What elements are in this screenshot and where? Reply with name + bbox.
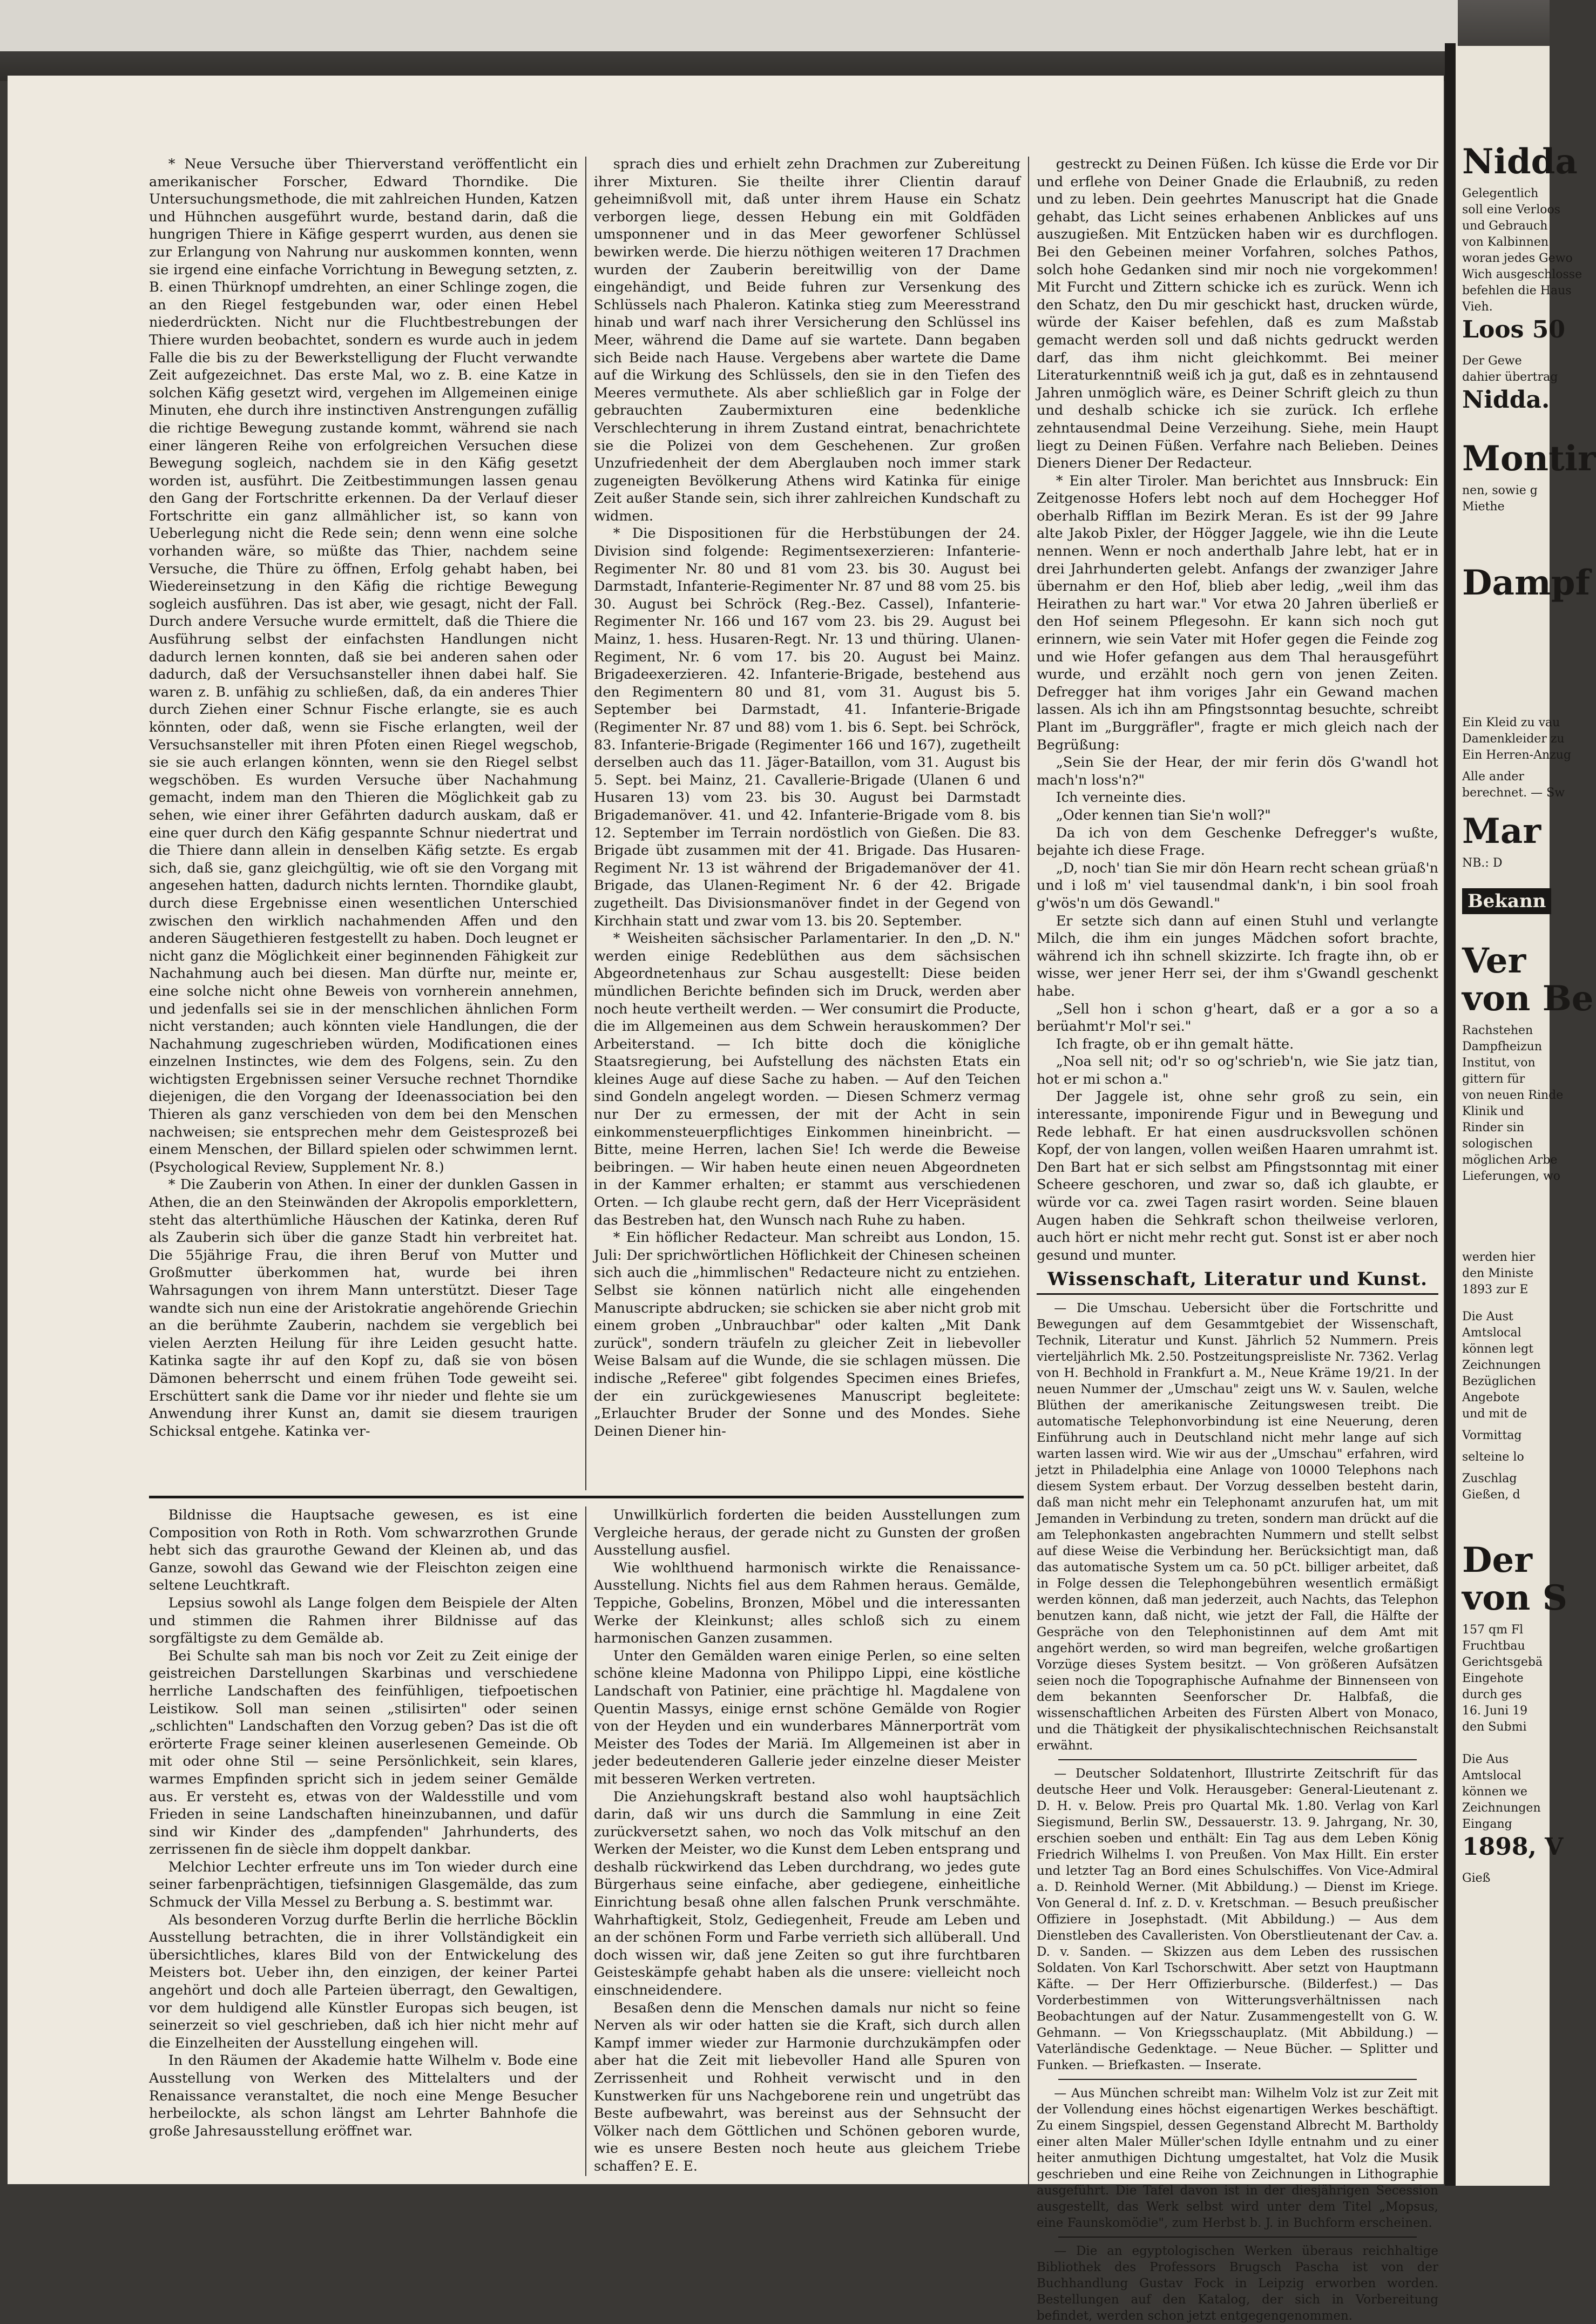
ad-line: und Gebrauch bbox=[1462, 219, 1548, 233]
page-gutter bbox=[1445, 43, 1456, 2186]
separator bbox=[1058, 1759, 1417, 1760]
ad-line: Alle ander bbox=[1462, 770, 1524, 783]
ad-line: Gieß bbox=[1462, 1872, 1491, 1885]
ad-heading: Ver bbox=[1462, 941, 1526, 981]
scan-background-top bbox=[0, 0, 1550, 81]
ad-line: von Kalbinnen bbox=[1462, 235, 1549, 249]
dialogue-line: Da ich von dem Geschenke Defregger's wußte, bejahte ich diese Frage. bbox=[1037, 825, 1438, 859]
paragraph: Unter den Gemälden waren einige Perlen, so eine selten schöne kleine Madonna von Philippo Lippi, eine köstliche Landschaft von Patinier, eine prächtige hl. Magdalene von Quentin Massys, einige ernst schöne Gemälde von Rogier von der Heyden und ein wunderbares Männerporträt vom Meister des Todes der Mariä. Im Allgemeinen ist aber in jeder bedeutenderen Gallerie jeder einzelne dieser Meister mit besseren Werken vertreten. bbox=[594, 1647, 1020, 1787]
paragraph: Die Anziehungskraft bestand also wohl hauptsächlich darin, daß wir uns durch die Sammlung in eine Zeit zurückversetzt sahen, wo noch das Volk mitschuf an den Werken der Meister, wo die Kunst dem Leben entsprang und deshalb rückwirkend das Leben durchdrang, wo jedes gute Bürgerhaus seine einfache, aber gediegene, einheitliche Einrichtung besaß ohne allen falschen Prunk verschmähte. Wahrhaftigkeit, Stolz, Gediegenheit, Freude am Leben und an der schönen Form und Farbe verrieth sich allüberall. Und doch wissen wir, daß jene Zeiten so gut ihre furchtbaren Geisteskämpfe gehabt haben als die unsere: vielleicht noch einschneidendere. bbox=[594, 1788, 1020, 1999]
ad-line: Loos 50 bbox=[1462, 316, 1565, 343]
ad-line: Wich ausgeschlosse bbox=[1462, 268, 1583, 281]
ad-line: dahier übertrag bbox=[1462, 370, 1558, 384]
ad-line: werden hier bbox=[1462, 1251, 1536, 1264]
ad-line: Angebote bbox=[1462, 1391, 1520, 1404]
paragraph: Wie wohlthuend harmonisch wirkte die Renaissance-Ausstellung. Nichts fiel aus dem Rahmen heraus. Gemälde, Teppiche, Gobelins, Bronzen, Möbel und die interessanten Werke der Kleinkunst; alles schloß sich zu einem harmonischen Ganzen zusammen. bbox=[594, 1559, 1020, 1647]
ad-line: Vormittag bbox=[1462, 1429, 1522, 1442]
ad-line: Gießen, d bbox=[1462, 1488, 1520, 1502]
ad-heading: Montir bbox=[1462, 438, 1596, 479]
dialogue-line: „Sell hon i schon g'heart, daß er a gor a so a berüahmt'r Mol'r sei." bbox=[1037, 1001, 1438, 1035]
feuilleton-column-2 bbox=[594, 1506, 1020, 2176]
article-redacteur: * Ein höflicher Redacteur. Man schreibt aus London, 15. Juli: Der sprichwörtlichen Höflichkeit der Chinesen scheinen sich auch die „himmlischen" Redacteure nicht zu entziehen. Selbst sie können natürlich nicht alle eingehenden Manuscripte abdrucken; sie schicken sie aber nicht grob mit einem groben „Unbrauchbar" oder kalten „Mit Dank zurück", sondern träufeln zu gleicher Zeit in liebevoller Weise Balsam auf die Wunde, die sie schlagen müssen. Die indische „Referee" gibt folgendes Specimen eines Briefes, der ein zurückgewiesenes Manuscript begleitete: „Erlauchter Bruder der Sonne und des Mondes. Siehe Deinen Diener hin- bbox=[594, 1229, 1020, 1440]
article-zauberin-cont: sprach dies und erhielt zehn Drachmen zur Zubereitung ihrer Mixturen. Sie theilte ihrer Clientin darauf geheimnißvoll mit, daß unter ihrem Hause ein Schatz verborgen liege, dessen Hebung ein mit Goldfäden umsponnener und in das Meer geworfener Schlüssel bewirken werde. Die hierzu nöthigen weiteren 17 Drachmen wurden der Zauberin bereitwillig von der Dame eingehändigt, und Beide fuhren zur Versenkung des Schlüssels nach Phaleron. Katinka stieg zum Meeresstrand hinab und warf nach ihrer Versicherung den Schlüssel ins Meer, während die Dame auf sie wartete. Dann begaben sich Beide nach Hause. Vergebens aber wartete die Dame auf die Wirkung des Schlüssels, den sie in den Tiefen des Meeres vermuthete. Als aber schließlich gar in Folge der gebrauchten Zaubermixturen eine bedenkliche Verschlechterung in ihrem Zustand eintrat, benachrichtete sie die Polizei von dem Geschehenen. Zur großen Unzufriedenheit der dem Aberglauben noch immer stark zugeneigten Bevölkerung Athens wird Katinka für einige Zeit außer Stande sein, sich ihrer zahlreichen Kundschaft zu widmen. bbox=[594, 156, 1020, 524]
dialogue-line: Ich fragte, ob er ihn gemalt hätte. bbox=[1056, 1036, 1294, 1052]
ad-line: Ein Kleid zu vau bbox=[1462, 716, 1560, 729]
feuilleton-rule bbox=[149, 1496, 1024, 1498]
dialogue-line: „D, noch' tian Sie mir dön Hearn recht schean grüaß'n und i loß m' viel tausendmal dank'n, i bin sool froah g'wös'n um dös Gewandl." bbox=[1037, 860, 1438, 911]
ad-line: gittern für bbox=[1462, 1072, 1525, 1086]
paragraph: Bildnisse die Hauptsache gewesen, es ist eine Composition von Roth in Roth. Vom schwarzrothen Grunde hebt sich das graurothe Gewand der Kleinen ab, und das Ganze, sowohl das Gewand wie der Fleischton zeigen eine seltene Leuchtkraft. bbox=[149, 1507, 578, 1594]
paragraph: Unwillkürlich forderten die beiden Ausstellungen zum Vergleiche heraus, der gerade nicht zu Gunsten der großen Ausstellung ausfiel. bbox=[594, 1507, 1020, 1559]
bekanntmachung-banner: Bekann bbox=[1462, 888, 1551, 914]
ad-heading: von S bbox=[1462, 1578, 1567, 1618]
ad-line: Gelegentlich bbox=[1462, 187, 1539, 200]
feuilleton-column-1 bbox=[149, 1506, 578, 2140]
ad-line: Dampfheizun bbox=[1462, 1040, 1542, 1053]
paragraph: Als besonderen Vorzug durfte Berlin die herrliche Böcklin Ausstellung betrachten, die in ihrer Vollständigkeit ein übersichtliches, klares Bild von der Entwickelung des Meisters bot. Ueber ihn, den einzigen, der keiner Partei angehört und doch alle Parteien überragt, den Gewaltigen, vor dem huldigend alle Künstler Europas sich beugen, ist seinerzeit so viel geschrieben, daß ich hier nicht mehr auf die Einzelheiten der Ausstellung eingehen will. bbox=[149, 1911, 578, 2051]
article-thierverstand: * Neue Versuche über Thierverstand veröffentlicht ein amerikanischer Forscher, Edward Thorndike. Die Untersuchungsmethode, die mit zahlreichen Hunden, Katzen und Hühnchen ausgeführt wurde, bestand darin, daß die hungrigen Thiere in Käfige gesperrt wurden, aus denen sie zur Erlangung von Nahrung nur auskommen konnten, wenn sie irgend eine einfache Vorrichtung in Bewegung setzten, z. B. einen Thürknopf umdrehten, an einer Schlinge zogen, die an den Riegel festgebunden war, oder einen Hebel niederdrückten. Nicht nur die Fluchtbestrebungen der Thiere wurden beobachtet, sondern es wurde auch in jedem Falle die bis zu der Bewerkstelligung der Flucht verwandte Zeit aufgezeichnet. Das erste Mal, wo z. B. eine Katze in solchen Käfig gesetzt wird, vergehen im Allgemeinen einige Minuten, ehe durch ihre instinctiven Anstrengungen zufällig die richtige Bewegung zustande kommt, während sie nach einer längeren Reihe von erfolgreichen Versuchen diese Bewegung sogleich, nachdem sie in den Käfig gesetzt worden ist, ausführt. Die Zeitbestimmungen lassen genau den Gang der Fortschritte erkennen. Da der Verlauf dieser Fortschritte ein ganz allmählicher ist, so kann von Ueberlegung nicht die Rede sein; denn wenn eine solche vorhanden wäre, so müßte das Thier, nachdem seine Versuche, die Thüre zu öffnen, Erfolg gehabt haben, bei Wiedereinsetzung in den Käfig die richtige Bewegung sogleich ausführen. Das ist aber, wie gesagt, nicht der Fall. Durch andere Versuche wurde ermittelt, daß die Thiere die Ausführung selbst der einfachsten Handlungen nicht dadurch lernen konnten, daß sie bei anderen sahen oder dadurch, daß der Versuchsansteller ihnen dabei half. Sie waren z. B. unfähig zu schließen, daß, da ein anderes Thier durch Ziehen einer Schnur Fische erlangte, sie es auch könnten, oder daß, wenn sie Fische erlangten, weil der Versuchsansteller mit ihren Pfoten einen Riegel wegschob, sie sie auch erlangen könnten, wenn sie den Riegel selbst wegschöben. Es wurden Versuche über Nachahmung gemacht, indem man den Thieren die Möglichkeit gab zu sehen, wie einer ihrer Gefährten dadurch auskam, daß er eine quer durch den Käfig gespannte Schnur niedertrat und die Thiere dann allein in denselben Käfig setzte. Es ergab sich, daß sie, ganz gleichgültig, wie oft sie den Vorgang mit angesehen hatten, dadurch nichts lernten. Thorndike glaubt, durch diese Ergebnisse einen wesentlichen Unterschied zwischen den wirklich nachahmenden Affen und den anderen Säugethieren festgestellt zu haben. Doch leugnet er nicht ganz die Möglichkeit einer beginnenden Fähigkeit zur Nachahmung auch bei diesen. Man dürfte nur, meinte er, eine solche nicht ohne Beweis von vornherein annehmen, und jedenfalls sei sie in der menschlichen ähnlichen Form nicht verstanden; auch könnten viele Handlungen, die der Nachahmung zugeschrieben würden, Modificationen eines einzelnen Instinctes, wie dem des Folgens, sein. Zu den wichtigsten Ergebnissen seiner Versuche rechnet Thorndike diejenigen, die den Vorgang der Ideenassociation bei den Thieren als ganz verschieden von dem bei den Menschen nachweisen; sie entsprechen mehr dem Geistesprozeß bei einem Menschen, der Billard spielen oder schwimmen lernt. (Psychological Review, Supplement Nr. 8.) bbox=[149, 156, 578, 1175]
ad-line: 1898, V bbox=[1462, 1833, 1564, 1861]
dialogue-line: Ich verneinte dies. bbox=[1056, 789, 1186, 806]
dialogue-line: Er setzte sich dann auf einen Stuhl und verlangte Milch, die ihm ein junges Mädchen sofort brachte, während ich ihn schnell skizzirte. Ich fragte ihn, ob er wisse, wer jener Herr sei, der ihm s'Gwandl geschenkt habe. bbox=[1037, 913, 1438, 999]
ad-line: 1893 zur E bbox=[1462, 1283, 1529, 1296]
ad-line: berechnet. — Sw bbox=[1462, 786, 1565, 800]
ad-heading: Der bbox=[1462, 1540, 1532, 1580]
ad-line: 16. Juni 19 bbox=[1462, 1704, 1528, 1718]
ad-line: von neuen Rinde bbox=[1462, 1089, 1564, 1102]
column-3 bbox=[1037, 156, 1438, 2324]
ad-line: woran jedes Gewo bbox=[1462, 252, 1573, 265]
ad-line: Amtslocal bbox=[1462, 1769, 1521, 1782]
ad-line: 157 qm Fl bbox=[1462, 1623, 1524, 1637]
notice-soldatenhort: — Deutscher Soldatenhort, Illustrirte Zeitschrift für das deutsche Heer und Volk. Herausgeber: General-Lieutenant z. D. H. v. Below. Preis pro Quartal Mk. 1.80. Verlag von Karl Siegismund, Berlin SW., Dessauerstr. 13. 9. Jahrgang, Nr. 30, erschien soeben und enthält: Ein Tag aus dem Leben König Friedrich Wilhelms I. von Preußen. Von Max Hillt. Ein erster und letzter Tag an Bord eines Schulschiffes. Von Vice-Admiral a. D. Reinhold Werner. (Mit Abbildung.) — Dienst im Kriege. Von General d. Inf. z. D. v. Kretschman. — Besuch preußischer Offiziere in Josephstadt. (Mit Abbildung.) — Aus dem Dienstleben des Cavalleristen. Von Oberstlieutenant der Cav. a. D. v. Sanden. — Skizzen aus dem Leben des russischen Soldaten. Von Karl Tschorschwitt. Aber setzt von Hauptmann Käfte. — Der Herr Offizierbursche. (Bilderfest.) — Das Vorderbestimmen von Witterungsverhältnissen nach Beobachtungen auf der Natur. Zusammengestellt von G. W. Gehmann. — Von Kriegsschauplatz. (Mit Abbildung.) — Vaterländische Gedenktage. — Neue Bücher. — Splitter und Funken. — Briefkasten. — Inserate. bbox=[1037, 1767, 1438, 2073]
separator bbox=[1058, 2237, 1417, 2238]
adjacent-page-fragment bbox=[1456, 46, 1596, 2186]
dialogue-line: „Sein Sie der Hear, der mir ferin dös G'wandl hot mach'n loss'n?" bbox=[1037, 754, 1438, 788]
ad-line: Miethe bbox=[1462, 500, 1505, 514]
ad-line: sologischen bbox=[1462, 1137, 1533, 1151]
article-redacteur-cont: gestreckt zu Deinen Füßen. Ich küsse die Erde vor Dir und erflehe von Deiner Gnade die Erlaubniß, zu reden und zu leben. Dein geehrtes Manuscript hat die Gnade gehabt, das Licht seines erhabenen Anblickes auf uns auszugießen. Mit Entzücken haben wir es durchflogen. Bei den Gebeinen meiner Vorfahren, solches Pathos, solch hohe Gedanken sind mir noch nie vorgekommen! Mit Furcht und Zittern schicke ich es zurück. Wenn ich den Schatz, den Du mir geschickt hast, drucken würde, würde der Kaiser befehlen, daß es zum Maßstab gemacht werden soll und daß nichts gedruckt werden darf, das ihm nicht gleichkommt. Bei meiner Literaturkenntniß weiß ich ja gut, daß es in zehntausend Jahren unmöglich wäre, es Deiner Schrift gleich zu thun und deshalb schicke ich sie zurück. Ich erflehe zehntausendmal Deine Verzeihung. Siehe, mein Haupt liegt zu Deinen Füßen. Verfahre nach Belieben. Deines Dieners Diener Der Redacteur. bbox=[1037, 156, 1438, 472]
ad-line: Zeichnungen bbox=[1462, 1801, 1541, 1815]
ad-line: Lieferungen, wo bbox=[1462, 1170, 1561, 1183]
ad-line: Nidda. bbox=[1462, 386, 1550, 414]
column-divider-2 bbox=[1028, 157, 1029, 2187]
notice-umschau: — Die Umschau. Uebersicht über die Fortschritte und Bewegungen auf dem Gesammtgebiet der Wissenschaft, Technik, Literatur und Kunst. Jährlich 52 Nummern. Preis vierteljährlich Mk. 2.50. Postzeitungspreisliste Nr. 7362. Verlag von H. Bechhold in Frankfurt a. M., Neue Kräme 19/21. In der neuen Nummer der „Umschau" zeigt uns W. v. Saulen, welche Blüthen der amerikanische Zeitungswesen treibt. Die automatische Telephonvorbindung ist eine Neuerung, deren Einführung auch in Deutschland nicht mehr lange auf sich warten lassen wird. Wie wir aus der „Umschau" erfahren, wird jetzt in Philadelphia eine Anlage von 10000 Telephons nach diesem System erbaut. Der Vorzug desselben besteht darin, daß man nicht mehr ein Telephonamt anzurufen hat, um mit Jemanden in Verbindung zu treten, sondern man drückt auf die am Telephonkasten angebrachten Nummern und stellt selbst auf diese Weise die Verbindung her. Berücksichtigt man, daß das automatische System um ca. 50 pCt. billiger arbeitet, daß in Folge dessen die Telephongebühren wesentlich ermäßigt werden können, daß man jederzeit, auch Nachts, das Telephon benutzen kann, daß nicht, wie jetzt der Fall, die Hälfte der Gespräche von den Telephonistinnen auf dem Amt mit angehört werden, so wird man begreifen, welche großartigen Vorzüge dieses System besitzt. — Von größeren Aufsätzen seien noch die Topographische Aufnahme der Binnenseen von dem bekannten Seenforscher Dr. Halbfaß, die wissenschaftlichen Arbeiten des Fürsten Albert von Monaco, und die Thätigkeit der physikalischtechnischen Reichsanstalt erwähnt. bbox=[1037, 1301, 1438, 1753]
dialogue-line: „Noa sell nit; od'r so og'schrieb'n, wie Sie jatz tian, hot er mi schon a." bbox=[1037, 1053, 1438, 1087]
ad-line: Rachstehen bbox=[1462, 1024, 1533, 1037]
ad-line: durch ges bbox=[1462, 1688, 1522, 1701]
ad-line: NB.: D bbox=[1462, 856, 1503, 870]
ad-line: den Submi bbox=[1462, 1720, 1527, 1734]
ad-line: selteine lo bbox=[1462, 1450, 1524, 1464]
paragraph: Bei Schulte sah man bis noch vor Zeit zu Zeit einige der geistreichen Darstellungen Skarbinas und verschiedene herrliche Landschaften des feinfühligen, tiefpoetischen Leistikow. Soll man seinen „stilisirten" oder seinen „schlichten" Landschaften den Vorzug geben? Das ist die oft erörterte Frage seiner kleinen auserlesenen Gemeinde. Ob mit oder ohne Stil — seine Persönlichkeit, sein klares, warmes Empfinden spricht sich in jedem seiner Gemälde aus. Er versteht es, etwas von der Waldesstille und vom Frieden in seine Landschaften hineinzubannen, und dafür sind wir Kinder des „dampfenden" Jahrhunderts, des zerrissenen fin de siècle ihm doppelt dankbar. bbox=[149, 1647, 578, 1858]
notice-bibliothek: — Die an egyptologischen Werken überaus reichhaltige Bibliothek des Professors Brugsch Pascha ist von der Buchhandlung Gustav Fock in Leipzig erworben worden. Bestellungen auf den Katalog, der sich in Vorbereitung befindet, werden schon jetzt entgegengenommen. bbox=[1037, 2244, 1438, 2323]
ad-line: Damenkleider zu bbox=[1462, 732, 1565, 746]
ad-line: können legt bbox=[1462, 1342, 1534, 1356]
separator bbox=[1058, 2079, 1417, 2080]
ad-line: Zuschlag bbox=[1462, 1472, 1517, 1485]
article-tiroler-end: Der Jaggele ist, ohne sehr groß zu sein, ein interessante, imponirende Figur und in Bewegung und Rede lebhaft. Er hat einen ausdrucksvollen schönen Kopf, der von langen, vollen weißen Haaren umrahmt ist. Den Bart hat er sich selbst am Pfingstsonntag mit einer Scheere geschoren, und zwar so, daß ich glaubte, er würde vor ca. zwei Tagen rasirt worden. Seine blauen Augen haben die Sehkraft schon theilweise verloren, auch hört er nicht mehr recht gut. Sonst ist er aber noch gesund und munter. bbox=[1037, 1089, 1438, 1264]
article-herbstuebungen: * Die Dispositionen für die Herbstübungen der 24. Division sind folgende: Regimentsexerzieren: Infanterie-Regimenter Nr. 80 und 81 vom 23. bis 30. August bei Darmstadt, Infanterie-Regimenter Nr. 87 und 88 vom 25. bis 30. August bei Schröck (Reg.-Bez. Cassel), Infanterie-Regimenter Nr. 166 und 167 vom 23. bis 29. August bei Mainz, 1. hess. Husaren-Regt. Nr. 13 und thüring. Ulanen-Regiment, Nr. 6 vom 17. bis 20. August bei Mainz. Brigadeexerzieren. 42. Infanterie-Brigade, bestehend aus den Regimentern 80 und 81, vom 31. August bis 5. September bei Darmstadt, 41. Infanterie-Brigade (Regimenter Nr. 87 und 88) vom 1. bis 6. Sept. bei Schröck, 83. Infanterie-Brigade (Regimenter 166 und 167), zugetheilt derselben auch das 11. Jäger-Bataillon, vom 31. August bis 5. Sept. bei Mainz, 21. Cavallerie-Brigade (Ulanen 6 und Husaren 13) vom 23. bis 30. August bei Darmstadt Brigademanöver. 41. und 42. Infanterie-Brigade vom 8. bis 12. September im Terrain nordöstlich von Gießen. Die 83. Brigade übt zusammen mit der 41. Brigade. Das Husaren-Regiment Nr. 13 ist während der Brigademanöver der 41. Brigade, das Ulanen-Regiment Nr. 6 der 42. Brigade zugetheilt. Das Divisionsmanöver findet in der Gegend von Kirchhain statt und zwar vom 13. bis 20. September. bbox=[594, 525, 1020, 929]
article-parlamentarier: * Weisheiten sächsischer Parlamentarier. In den „D. N." werden einige Redeblüthen aus dem sächsischen Abgeordnetenhaus zur Schau ausgestellt: Diese beiden mündlichen Berichte befinden sich im Druck, werden aber noch heute vertheilt werden. — Wer consumirt die Producte, die im Allgemeinen aus dem Schwein herauskommen? Der Arbeiterstand. — Ich bitte doch die königliche Staatsregierung, bei Aufstellung des nächsten Etats ein kleines Auge auf diese Sache zu haben. — Auf den Teichen sind Gondeln angelegt worden. — Diesen Schmerz vermag nur Der zu ermessen, der mit der Acht in sein einkommensteuerpflichtiges Einkommen hineinbricht. — Bitte, meine Herren, lachen Sie! Ich werde die Beweise beibringen. — Wir haben heute einen neuen Abgeordneten in der Kammer erhalten; er stammt aus verschiedenen Orten. — Ich glaube recht gern, daß der Herr Vicepräsident das Bestreben hat, den Wunsch nach Ruhe zu haben. bbox=[594, 930, 1020, 1228]
ad-line: befehlen die Haus bbox=[1462, 284, 1572, 298]
paragraph: In den Räumen der Akademie hatte Wilhelm v. Bode eine Ausstellung von Werken des Mittelalters und der Renaissance veranstaltet, die noch eine Menge Besucher herbeilockte, als schon längst am Lehrter Bahnhofe die große Jahresausstellung eröffnet war. bbox=[149, 2052, 578, 2139]
ad-line: und mit de bbox=[1462, 1407, 1527, 1421]
ad-line: Die Aust bbox=[1462, 1310, 1513, 1323]
ad-line: nen, sowie g bbox=[1462, 484, 1538, 497]
ad-line: soll eine Verloos bbox=[1462, 203, 1561, 217]
ad-line: möglichen Arbe bbox=[1462, 1153, 1558, 1167]
ad-line: Amtslocal bbox=[1462, 1326, 1521, 1340]
ad-line: Klinik und bbox=[1462, 1105, 1524, 1118]
ad-line: können we bbox=[1462, 1785, 1527, 1799]
ad-line: Vieh. bbox=[1462, 300, 1493, 314]
newspaper-page bbox=[8, 76, 1444, 2323]
ad-line: Eingehote bbox=[1462, 1672, 1524, 1685]
ad-line: Fruchtbau bbox=[1462, 1639, 1525, 1653]
ad-heading: Dampf bbox=[1462, 563, 1590, 603]
ad-line: den Ministe bbox=[1462, 1267, 1534, 1280]
ad-line: Bezüglichen bbox=[1462, 1375, 1536, 1388]
ad-line: Zeichnungen bbox=[1462, 1359, 1541, 1372]
underlying-sheet bbox=[0, 0, 1458, 51]
notice-muenchen: — Aus München schreibt man: Wilhelm Volz ist zur Zeit mit der Vollendung eines höchst eigenartigen Werkes beschäftigt. Zu einem Singspiel, dessen Gegenstand Albrecht M. Bartholdy einer alten Maler Müller'schen Idylle entnahm und zu einer heiter anmuthigen Dichtung umgestaltet, hat Volz die Musik geschrieben und eine Reihe von Zeichnungen in Lithographie ausgeführt. Die Tafel davon ist in der diesjährigen Secession ausgestellt, das Werk selbst wird unter dem Titel „Mopsus, eine Faunskomödie", zum Herbst b. J. in Buchform erscheinen. bbox=[1037, 2086, 1438, 2231]
ad-heading: Nidda bbox=[1462, 141, 1578, 182]
dialogue-line: „Oder kennen tian Sie'n woll?" bbox=[1056, 807, 1271, 823]
column-2 bbox=[594, 156, 1020, 1440]
ad-heading: von Be bbox=[1462, 978, 1594, 1019]
article-zauberin: * Die Zauberin von Athen. In einer der dunklen Gassen in Athen, die an den Steinwänden der Akropolis emporklettern, steht das alterthümliche Häuschen der Katinka, deren Ruf als Zauberin sich über die ganze Stadt hin verbreitet hat. Die 55jährige Frau, die ihren Beruf von Mutter und Großmutter überkommen hat, wurde bei ihren Wahrsagungen von ihrem Mann unterstützt. Dieser Tage wandte sich nun eine der Aristokratie angehörende Griechin an die berühmte Zauberin, nachdem sie vergeblich bei vielen Aerzten Heilung für ihre Leiden gesucht hatte. Katinka sagte ihr auf den Kopf zu, daß sie von bösen Dämonen beherrscht und einem frühen Tode geweiht sei. Erschüttert sank die Dame vor ihr nieder und flehte sie um Anwendung ihrer Kunst an, damit sie diesem traurigen Schicksal entgehe. Katinka ver- bbox=[149, 1177, 578, 1440]
ad-heading: Mar bbox=[1462, 811, 1541, 852]
paragraph: Melchior Lechter erfreute uns im Ton wieder durch eine seiner farbenprächtigen, tiefsinnigen Glasgemälde, das zum Schmuck der Villa Messel zu Berbung a. S. bestimmt war. bbox=[149, 1859, 578, 1911]
column-divider-1 bbox=[585, 157, 586, 1490]
column-1 bbox=[149, 156, 578, 1440]
paragraph: Lepsius sowohl als Lange folgen dem Beispiele der Alten und stimmen die Rahmen ihrer Bildnisse auf das sorgfältigste zu dem Gemälde ab. bbox=[149, 1595, 578, 1647]
column-divider-3 bbox=[585, 1506, 586, 2176]
article-tiroler: * Ein alter Tiroler. Man berichtet aus Innsbruck: Ein Zeitgenosse Hofers lebt noch auf dem Hochegger Hof oberhalb Rifflan im Bezirk Meran. Es ist der 99 Jahre alte Jakob Pixler, der Högger Jaggele, wie ihn die Leute nennen. Wenn er noch anderthalb Jahre lebt, hat er in drei Jahrhunderten gelebt. Anfangs der zwanziger Jahre übernahm er den Hof, blieb aber ledig, „weil ihm das Heirathen zu hart war." Vor etwa 20 Jahren überließ er den Hof seinem Pflegesohn. Er kann sich noch gut erinnern, wie sein Vater mit Hofer gegen die Feinde zog und wie Hofer gefangen aus dem Thal herausgeführt wurde, und erzählt noch gern von jenen Zeiten. Defregger hat ihm voriges Jahr ein Gewand machen lassen. Als ich ihn am Pfingstsonntag besuchte, schreibt Plant im „Burggräfler", fragte er mich gleich nach der Begrüßung: bbox=[1037, 472, 1438, 753]
paragraph: Besaßen denn die Menschen damals nur nicht so feine Nerven als wir oder hatten sie die Kraft, sich durch allen Kampf immer wieder zur Harmonie durchzukämpfen oder aber hat die Zeit mit liebevoller Hand alle Spuren von Zerrissenheit und Rohheit verwischt und in den Kunstwerken für uns Nachgeborene rein und ungetrübt das Beste aufbewahrt, was bereinst aus der Sehnsucht der Völker nach dem Göttlichen und Schönen geboren wurde, wie es unsere Besten noch heute aus gleichem Triebe schaffen? E. E. bbox=[594, 1999, 1020, 2174]
ad-line: Ein Herren-Anzug bbox=[1462, 748, 1572, 762]
ad-line: Institut, von bbox=[1462, 1056, 1536, 1070]
ad-line: Die Aus bbox=[1462, 1753, 1509, 1766]
ad-line: Eingang bbox=[1462, 1818, 1512, 1831]
ad-line: Gerichtsgebä bbox=[1462, 1656, 1543, 1669]
ad-line: Rinder sin bbox=[1462, 1121, 1524, 1134]
ad-line: Der Gewe bbox=[1462, 354, 1522, 368]
section-title: Wissenschaft, Literatur und Kunst. bbox=[1037, 1267, 1438, 1295]
